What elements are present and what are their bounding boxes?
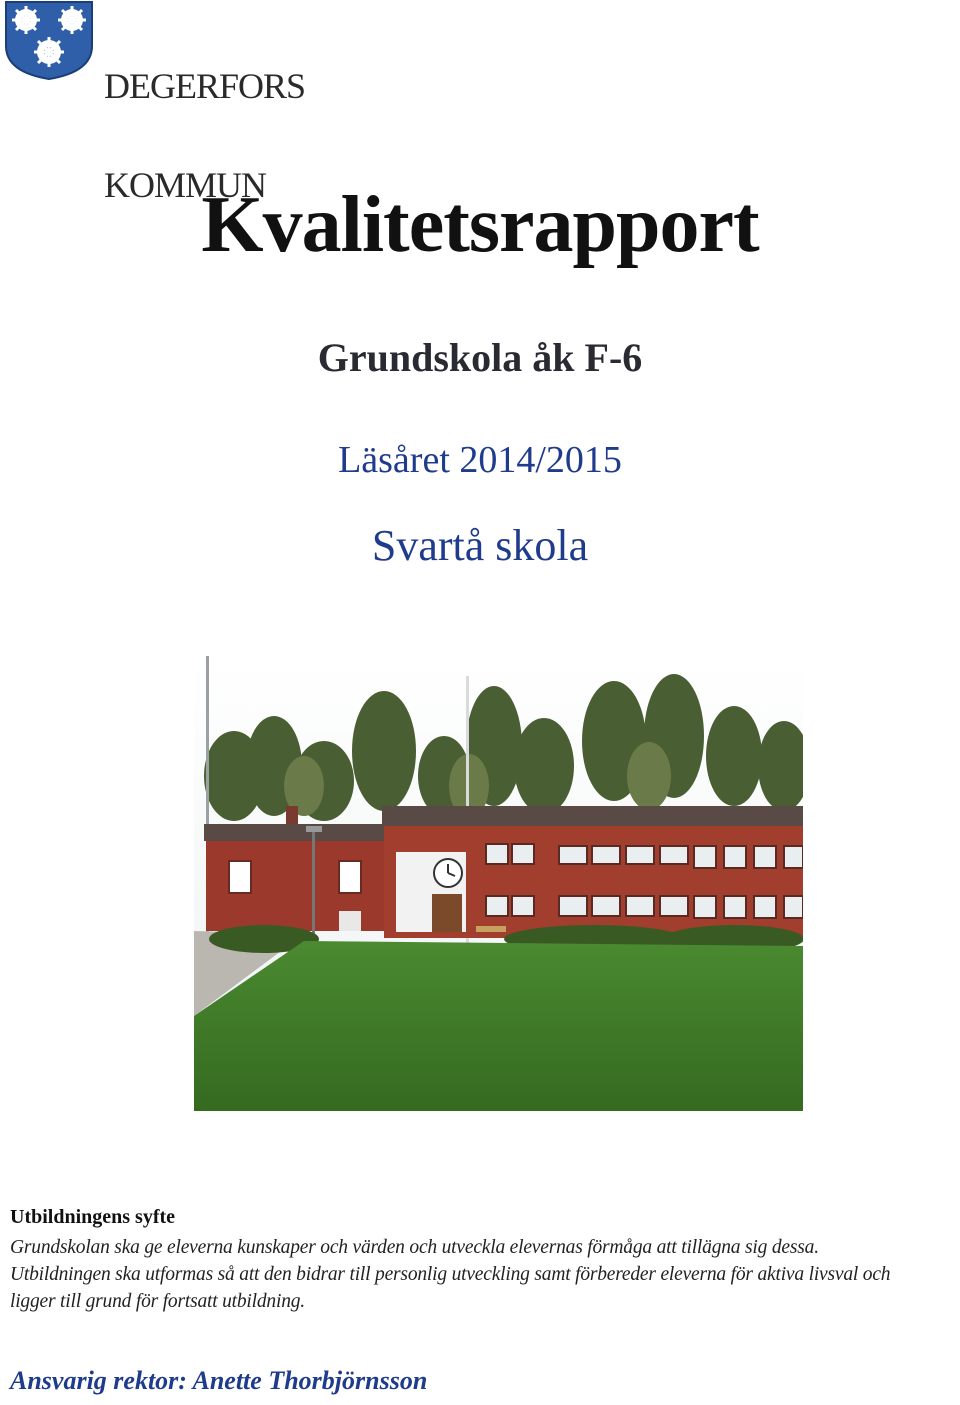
crest-icon	[2, 0, 96, 80]
purpose-line: ligger till grund för fortsatt utbildning.	[10, 1291, 305, 1312]
responsible-principal: Ansvarig rektor: Anette Thorbjörnsson	[10, 1366, 428, 1395]
purpose-line: Utbildningen ska utformas så att den bidrar till personlig utveckling samt förbereder eleverna för aktiva livsval och	[10, 1264, 891, 1285]
municipality-line1: DEGERFORS	[104, 66, 306, 106]
school-year: Läsåret 2014/2015	[338, 439, 622, 481]
report-title: Kvalitetsrapport	[201, 181, 759, 269]
purpose-line: Grundskolan ska ge eleverna kunskaper och värden och utveckla elevernas förmåga att tillägna sig dessa.	[10, 1237, 819, 1258]
purpose-section	[10, 1206, 960, 1315]
school-building-illustration	[194, 656, 803, 1111]
school-photo	[194, 656, 803, 1111]
purpose-heading: Utbildningens syfte	[10, 1206, 176, 1228]
municipality-logo	[0, 0, 360, 205]
report-subtitle: Grundskola åk F-6	[317, 335, 643, 380]
municipality-line2: KOMMUN	[104, 165, 267, 205]
school-name: Svartå skola	[371, 521, 589, 570]
purpose-text	[10, 1234, 960, 1315]
